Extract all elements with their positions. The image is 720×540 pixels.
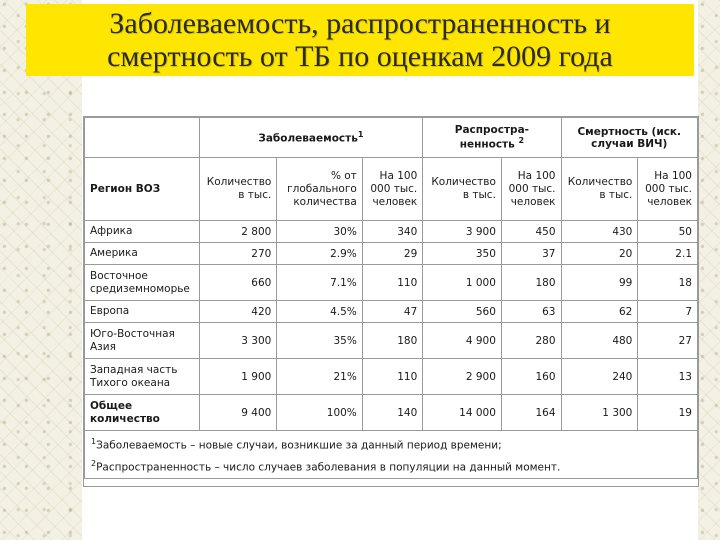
table-row (85, 301, 698, 323)
incidence-count-header: Количество в тыс. (199, 158, 277, 221)
prevalence-count: 14 000 (423, 395, 502, 431)
incidence-header (199, 118, 423, 158)
mortality-count-header: Количество в тыс. (561, 158, 638, 221)
incidence-rate: 29 (362, 243, 422, 265)
prevalence-header (423, 118, 561, 158)
prevalence-count: 350 (423, 243, 502, 265)
prevalence-rate: 280 (501, 323, 561, 359)
mortality-count: 430 (561, 221, 638, 243)
total-label: Общее количество (85, 395, 200, 431)
incidence-pct: 2.9% (277, 243, 362, 265)
prevalence-rate: 180 (501, 265, 561, 301)
incidence-count: 1 900 (199, 359, 277, 395)
prevalence-rate: 450 (501, 221, 561, 243)
incidence-rate: 110 (362, 265, 422, 301)
title-line-1: Заболеваемость, распространенность и (109, 7, 611, 40)
mortality-count: 240 (561, 359, 638, 395)
incidence-pct: 7.1% (277, 265, 362, 301)
mortality-rate: 18 (638, 265, 698, 301)
incidence-rate: 340 (362, 221, 422, 243)
prevalence-rate: 164 (501, 395, 561, 431)
prevalence-count: 4 900 (423, 323, 502, 359)
incidence-rate-header: На 100 000 тыс. человек (362, 158, 422, 221)
incidence-rate: 47 (362, 301, 422, 323)
footnotes (85, 431, 698, 479)
incidence-count: 420 (199, 301, 277, 323)
incidence-rate: 110 (362, 359, 422, 395)
prevalence-rate: 63 (501, 301, 561, 323)
incidence-rate: 180 (362, 323, 422, 359)
mortality-rate: 13 (638, 359, 698, 395)
mortality-rate: 19 (638, 395, 698, 431)
incidence-footnote-ref: 1 (357, 130, 364, 140)
region-name: Африка (85, 221, 200, 243)
prevalence-footnote-ref: 2 (518, 136, 525, 146)
group-header-row (85, 118, 698, 158)
prevalence-count: 2 900 (423, 359, 502, 395)
table-row (85, 323, 698, 359)
slide-title (26, 4, 694, 76)
empty-header-cell (85, 118, 200, 158)
total-row (85, 395, 698, 431)
prevalence-count-header: Количество в тыс. (423, 158, 502, 221)
table-row (85, 265, 698, 301)
incidence-pct: 4.5% (277, 301, 362, 323)
footnote-2-marker: 2 (91, 458, 97, 468)
prevalence-count: 1 000 (423, 265, 502, 301)
incidence-pct: 35% (277, 323, 362, 359)
mortality-count: 480 (561, 323, 638, 359)
incidence-count: 9 400 (199, 395, 277, 431)
incidence-count: 270 (199, 243, 277, 265)
prevalence-rate: 160 (501, 359, 561, 395)
incidence-count: 2 800 (199, 221, 277, 243)
footnote-1-marker: 1 (91, 437, 97, 446)
prevalence-rate-header: На 100 000 тыс. человек (501, 158, 561, 221)
title-line-2: смертность от ТБ по оценкам 2009 года (107, 40, 613, 73)
footnotes-row (85, 431, 698, 479)
table-row (85, 243, 698, 265)
table-row (85, 359, 698, 395)
footnote-1 (91, 433, 692, 455)
mortality-rate: 2.1 (638, 243, 698, 265)
incidence-count: 3 300 (199, 323, 277, 359)
region-name: Америка (85, 243, 200, 265)
mortality-rate-header: На 100 000 тыс. человек (638, 158, 698, 221)
tb-statistics-table (83, 116, 699, 487)
prevalence-count: 3 900 (423, 221, 502, 243)
incidence-count: 660 (199, 265, 277, 301)
incidence-pct: 30% (277, 221, 362, 243)
incidence-pct-header: % от глобального количества (277, 158, 362, 221)
mortality-count: 62 (561, 301, 638, 323)
prevalence-rate: 37 (501, 243, 561, 265)
mortality-count: 99 (561, 265, 638, 301)
mortality-count: 20 (561, 243, 638, 265)
incidence-pct: 21% (277, 359, 362, 395)
region-name: Восточное средиземноморье (85, 265, 200, 301)
table-row (85, 221, 698, 243)
footnote-2 (91, 455, 692, 477)
region-name: Юго-Восточная Азия (85, 323, 200, 359)
mortality-header: Смертность (иск. случаи ВИЧ) (561, 118, 698, 158)
mortality-rate: 50 (638, 221, 698, 243)
mortality-rate: 7 (638, 301, 698, 323)
prevalence-count: 560 (423, 301, 502, 323)
incidence-rate: 140 (362, 395, 422, 431)
decorative-side-pattern-right (698, 0, 720, 540)
region-name: Западная часть Тихого океана (85, 359, 200, 395)
sub-header-row (85, 158, 698, 221)
region-column-header: Регион ВОЗ (85, 158, 200, 221)
mortality-count: 1 300 (561, 395, 638, 431)
region-name: Европа (85, 301, 200, 323)
data-table (84, 117, 698, 479)
prevalence-header-label: Распростра-ненность (454, 124, 530, 151)
footnote-1-text: Заболеваемость – новые случаи, возникшие за данный период времени; (96, 439, 502, 452)
mortality-rate: 27 (638, 323, 698, 359)
decorative-side-pattern (0, 0, 82, 540)
incidence-header-label: Заболеваемость (258, 132, 358, 145)
incidence-pct: 100% (277, 395, 362, 431)
footnote-2-text: Распространенность – число случаев заболевания в популяции на данный момент. (96, 461, 561, 473)
